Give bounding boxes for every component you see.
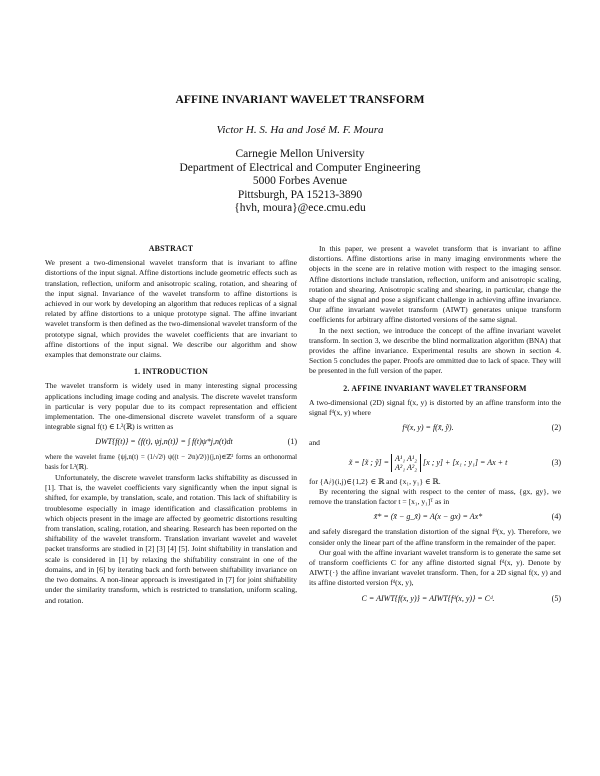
affiliation-email: {hvh, moura}@ece.cmu.edu bbox=[234, 202, 366, 215]
body-word: and bbox=[309, 438, 320, 448]
abstract-heading: ABSTRACT bbox=[148, 244, 194, 253]
body-paragraph: In the next section, we introduce the concept of the affine invariant wavelet transform. In section 3, we describe the blind normalization algorithm (BNA) that provides the affine invariance. Experimental results are shown in section 4. Section 5 concludes the paper. Proofs are ommitted due to lack of space. They will be presented in the full version of the paper. bbox=[309, 325, 561, 376]
matrix-row: A¹₁ A¹₂ bbox=[395, 453, 418, 463]
equation-number: (1) bbox=[287, 437, 297, 447]
equation-number: (3) bbox=[551, 457, 561, 467]
equation-3 bbox=[309, 454, 561, 472]
affiliation-block bbox=[0, 148, 600, 216]
body-paragraph: A two-dimensional (2D) signal f(x, y) is distorted by an affine transform into the signal fᵈ(x, y) where bbox=[309, 397, 561, 418]
matrix-a bbox=[391, 454, 421, 472]
abstract-text: We present a two-dimensional wavelet transform that is invariant to affine distortions of the input signal. Affine distortions include geometric effects such as translation, reflection, uniform and anisotropic scaling, rotation, and shearing of the input signal. Invariance of the wavelet transform to affine distortions is achieved in our work by developing an algorithm that reduces replicas of a signal related by affine distortions to a unique prototype signal. The affine invariant wavelet transform is then defined as the two-dimensional wavelet transform of the prototype signal, which provides the wavelet coefficients that are invariant to affine distortions of the input signal. We describe our algorithm and show examples that demonstrate our claims. bbox=[45, 258, 297, 360]
equation-body: C = AIWT{f(x, y)} = AIWT{fᵈ(x, y)} = Cᵈ. bbox=[361, 593, 495, 603]
equation-1 bbox=[45, 437, 297, 447]
matrix-row: A²₁ A²₂ bbox=[395, 462, 418, 472]
equation-body bbox=[309, 454, 547, 472]
affiliation-line: Pittsburgh, PA 15213-3890 bbox=[237, 188, 363, 201]
equation-number: (2) bbox=[551, 423, 561, 433]
body-paragraph: for {Aᵢʲ}(i,j)∈{1,2} ∈ ℝ and {x₁, y₁} ∈ ℝ. bbox=[309, 476, 441, 486]
equation-number: (5) bbox=[551, 593, 561, 603]
affiliation-line: Carnegie Mellon University bbox=[235, 148, 365, 160]
intro-paragraph: Unfortunately, the discrete wavelet transform lacks shiftability as discussed in [1]. That is, the wavelet coefficients vary significantly when the input signal is shifted, for example, by translation, scale, and rotation. This lack of shiftability is troublesome especially in image identification and classification problems in which objects present in the image are affected by geometric distortions resulting from translation, scaling, rotation, and shearing. Research has been reported on the shiftability of the wavelet transform. Translation invariant wavelet and wavelet packet transforms are studied in [2] [3] [4] [5]. Joint shiftability in translation and scale is considered in [1] by relaxing the shiftability constraint in one of the domains, and in [6] by iterating back and forth between shiftability invariance on the two domains. A non-linear approach is investigated in [7] for joint shiftability under the similarity transform, which is restricted to translation, uniform scaling, and rotation. bbox=[45, 473, 297, 605]
body-paragraph: Our goal with the affine invariant wavelet transform is to generate the same set of transform coefficients C for any affine distorted signal fᵈ(x, y). Denote by AIWT{·} the affine invariant wavelet transform. Then, for a 2D signal f(x, y) and its affine distorted version fᵈ(x, y), bbox=[309, 547, 561, 588]
equation-2 bbox=[309, 423, 561, 433]
intro-paragraph: The wavelet transform is widely used in many interesting signal processing applications including image coding and analysis. The discrete wavelet transform in particular is very popular due to its compact representation and efficient implementation. The one-dimensional discrete wavelet transform of a square integrable signal f(t) ∈ L²(ℝ) is written as bbox=[45, 381, 297, 432]
equation-lhs: x̃ = [x̃ ; ỹ] = bbox=[348, 457, 390, 467]
equation-5 bbox=[309, 594, 561, 604]
body-paragraph: and safely disregard the translation distortion of the signal fᵈ(x, y). Therefore, we consider only the linear part of the affine transform in the remainder of the paper. bbox=[309, 527, 561, 547]
equation-body: fᵈ(x, y) = f(x̃, ỹ). bbox=[402, 423, 454, 433]
intro-paragraph: where the wavelet frame {ψj,n(t) = (1/√2ʲ) ψ((t − 2ʲn)/2ʲ)}(j,n)∈ℤ² forms an orthonormal basis for L²(ℝ). bbox=[45, 453, 297, 471]
left-column bbox=[45, 244, 297, 606]
body-paragraph: In this paper, we present a wavelet transform that is invariant to affine distortions. Affine distortions arise in many imaging environments where the objects in the scene are in relative motion with respect to the imaging sensor. Affine distortions include translation, reflection, uniform and anisotropic scaling, rotation and shearing. Anisotropic scaling and shearing, in particular, change the shape of the signal and pose a significant challenge in achieving affine invariance. Our affine invariant wavelet transform (AIWT) generates unique transform coefficients for arbitrary affine distorted versions of the same signal. bbox=[309, 244, 561, 325]
section2-heading: 2. AFFINE INVARIANT WAVELET TRANSFORM bbox=[343, 383, 527, 393]
right-column bbox=[309, 244, 561, 609]
authors: Victor H. S. Ha and José M. F. Moura bbox=[216, 124, 384, 136]
affiliation-line: 5000 Forbes Avenue bbox=[252, 175, 348, 188]
equation-number: (4) bbox=[551, 512, 561, 522]
paper-title: AFFINE INVARIANT WAVELET TRANSFORM bbox=[175, 94, 425, 106]
equation-body: DWT{f(t)} = ⟨f(t), ψj,n(t)⟩ = ∫ f(t)ψ*j,n(t)dt bbox=[95, 437, 233, 447]
equation-body: x̃* = (x̃ − g_x̃) = A(x − gx) = Ax* bbox=[373, 512, 483, 522]
equation-4 bbox=[309, 512, 561, 522]
intro-heading: 1. INTRODUCTION bbox=[133, 367, 209, 377]
body-paragraph: By recentering the signal with respect to the center of mass, {gx, gy}, we remove the translation factor t = [x₁, y₁]ᵀ as in bbox=[309, 486, 561, 507]
affiliation-line: Department of Electrical and Computer Engineering bbox=[179, 161, 421, 174]
equation-rhs: [x ; y] + [x₁ ; y₁] = Ax + t bbox=[423, 457, 508, 467]
